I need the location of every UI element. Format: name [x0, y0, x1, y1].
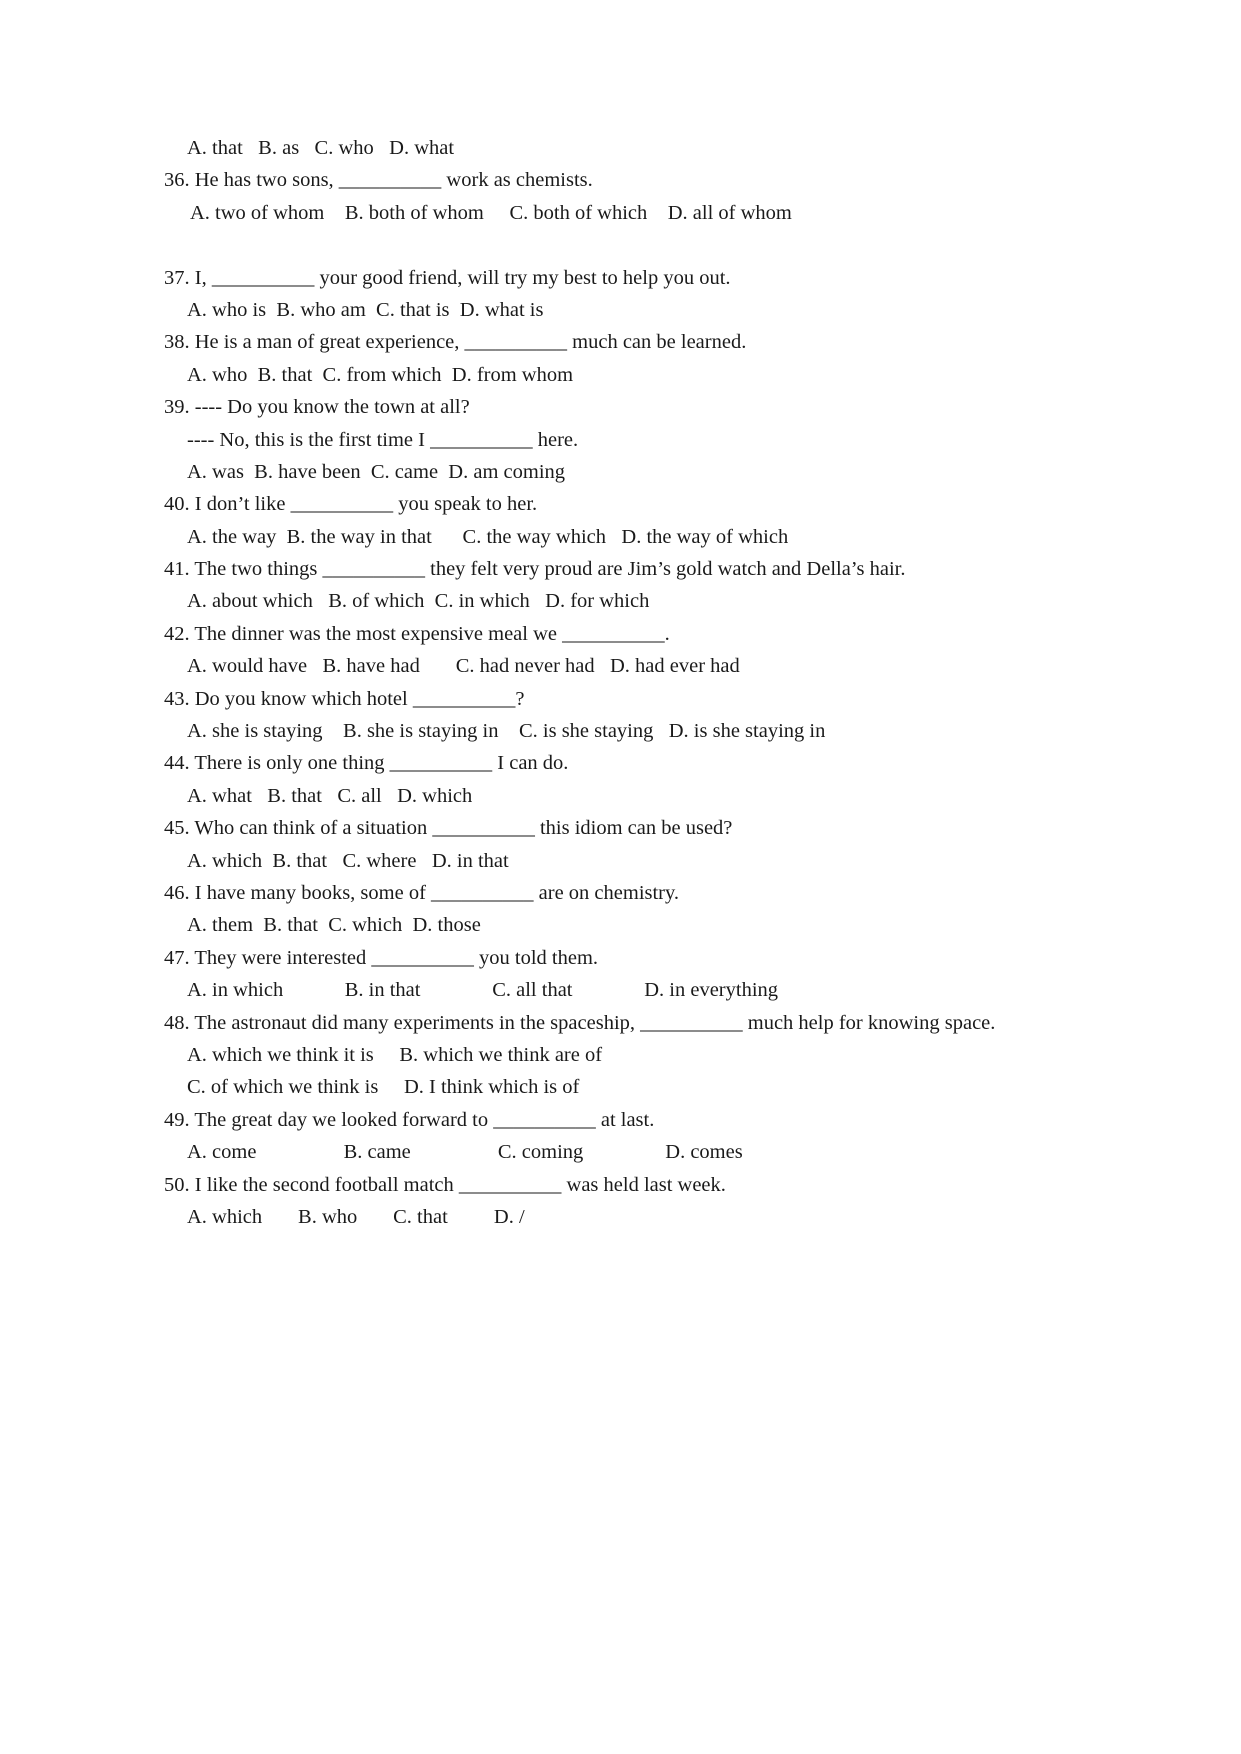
question-45: 45. Who can think of a situation __________ this idiom can be used? [164, 817, 733, 840]
options-line: A. which B. who C. that D. / [187, 1205, 525, 1228]
options-line: A. which B. that C. where D. in that [187, 849, 509, 872]
question-38: 38. He is a man of great experience, __________ much can be learned. [164, 331, 747, 354]
options-line: A. was B. have been C. came D. am coming [187, 460, 566, 483]
question-44: 44. There is only one thing __________ I can do. [164, 752, 569, 775]
question-36: 36. He has two sons, __________ work as chemists. [164, 169, 593, 192]
options-line: A. them B. that C. which D. those [187, 914, 481, 937]
question-37: 37. I, __________ your good friend, will try my best to help you out. [164, 266, 731, 289]
question-42: 42. The dinner was the most expensive meal we __________. [164, 622, 670, 645]
options-line: A. two of whom B. both of whom C. both of which D. all of whom [190, 201, 792, 224]
question-50: 50. I like the second football match __________ was held last week. [164, 1173, 726, 1196]
options-line: A. which we think it is B. which we think are of [187, 1043, 603, 1066]
options-line: A. in which B. in that C. all that D. in everything [187, 979, 779, 1002]
options-line: A. she is staying B. she is staying in C. is she staying D. is she staying in [187, 720, 826, 743]
question-39: 39. ---- Do you know the town at all? [164, 396, 470, 419]
question-46: 46. I have many books, some of __________ are on chemistry. [164, 881, 680, 904]
options-line: A. about which B. of which C. in which D. for which [187, 590, 650, 613]
question-47: 47. They were interested __________ you told them. [164, 946, 599, 969]
options-line: A. that B. as C. who D. what [187, 137, 455, 159]
options-line: A. who is B. who am C. that is D. what is [187, 298, 544, 321]
question-49: 49. The great day we looked forward to __________ at last. [164, 1108, 655, 1131]
dialogue-line: ---- No, this is the first time I __________ here. [187, 428, 579, 451]
question-48: 48. The astronaut did many experiments in the spaceship, __________ much help for knowing space. [164, 1011, 996, 1034]
options-line: A. what B. that C. all D. which [187, 784, 473, 807]
question-41: 41. The two things __________ they felt very proud are Jim’s gold watch and Della’s hair. [164, 558, 906, 581]
options-line: A. would have B. have had C. had never had D. had ever had [187, 655, 740, 678]
options-line: C. of which we think is D. I think which is of [187, 1076, 580, 1099]
options-line: A. the way B. the way in that C. the way which D. the way of which [187, 525, 789, 548]
question-list [164, 132, 1104, 1233]
question-43: 43. Do you know which hotel __________? [164, 687, 525, 710]
question-40: 40. I don’t like __________ you speak to her. [164, 493, 538, 516]
options-line: A. come B. came C. coming D. comes [187, 1141, 743, 1164]
blank-line [164, 229, 1104, 261]
options-line: A. who B. that C. from which D. from whom [187, 363, 574, 386]
